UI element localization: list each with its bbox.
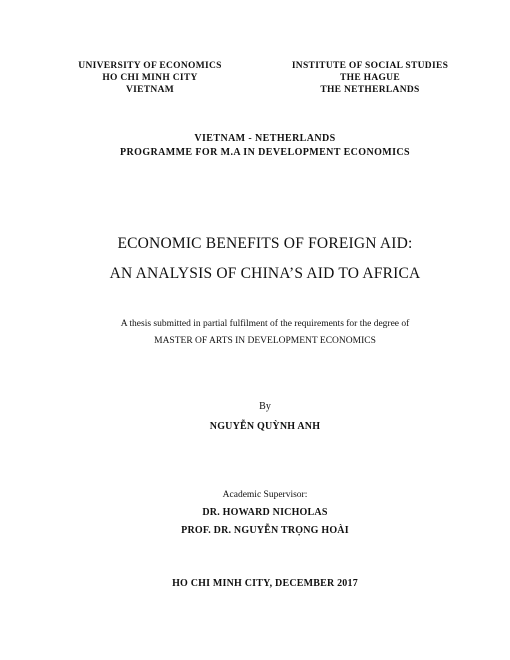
thesis-title-line-2: AN ANALYSIS OF CHINA’S AID TO AFRICA: [109, 265, 421, 282]
author-name: NGUYỄN QUỲNH ANH: [209, 421, 321, 432]
right-institution: [280, 60, 460, 96]
thesis-title-line-1: ECONOMIC BENEFITS OF FOREIGN AID:: [117, 235, 413, 252]
supervisor-name-2: PROF. DR. NGUYỄN TRỌNG HOÀI: [181, 525, 349, 536]
left-institution-line: VIETNAM: [125, 85, 175, 95]
left-institution-line: UNIVERSITY OF ECONOMICS: [78, 61, 222, 71]
submission-statement: [0, 316, 510, 350]
left-institution-line: HO CHI MINH CITY: [102, 73, 198, 83]
right-institution-line: INSTITUTE OF SOCIAL STUDIES: [291, 61, 449, 71]
right-institution-line: THE HAGUE: [340, 73, 400, 83]
place-and-date: HO CHI MINH CITY, DECEMBER 2017: [172, 578, 358, 589]
left-institution: [60, 60, 240, 96]
right-institution-line: THE NETHERLANDS: [320, 85, 420, 95]
submission-line-1: A thesis submitted in partial fulfilment of the requirements for the degree of: [120, 319, 410, 329]
supervisor-label: Academic Supervisor:: [222, 490, 308, 500]
programme-line-1: VIETNAM - NETHERLANDS: [194, 133, 336, 144]
by-label: By: [259, 401, 271, 412]
programme-line-2: PROGRAMME FOR M.A IN DEVELOPMENT ECONOMICS: [120, 147, 410, 158]
supervisor-name-1: DR. HOWARD NICHOLAS: [202, 507, 328, 518]
submission-line-2: MASTER OF ARTS IN DEVELOPMENT ECONOMICS: [154, 336, 376, 346]
programme-heading: [0, 132, 510, 160]
